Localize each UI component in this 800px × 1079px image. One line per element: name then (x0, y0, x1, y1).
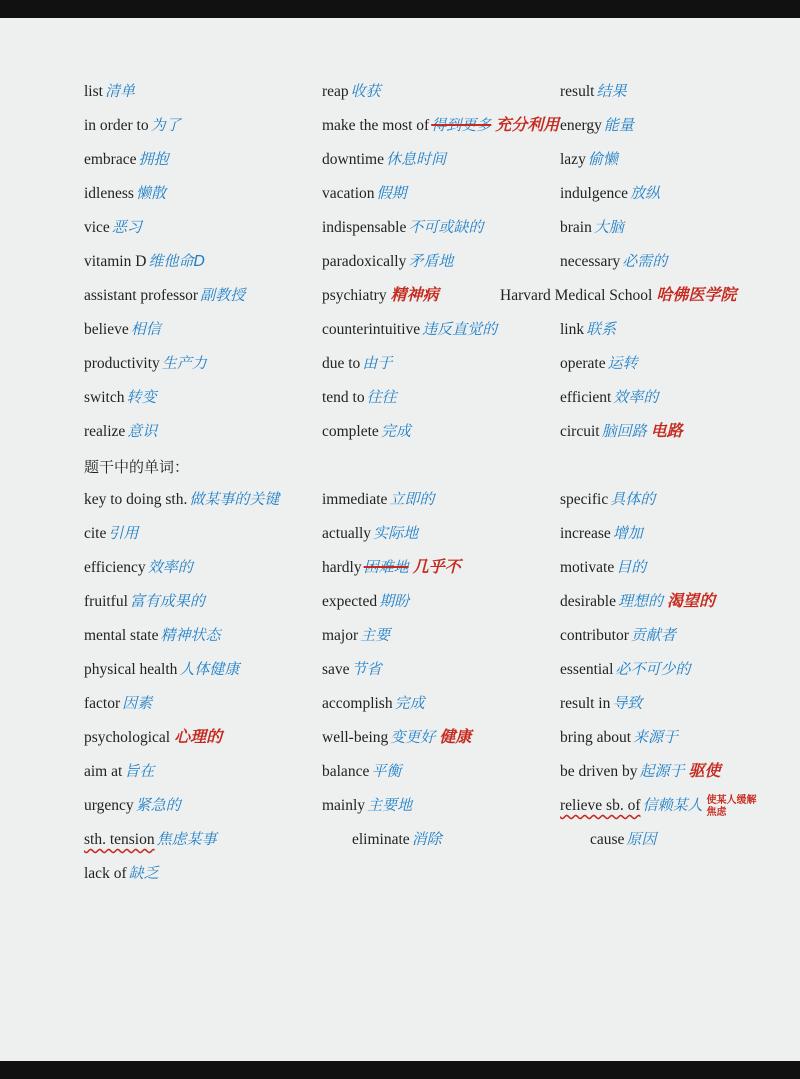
vocab-entry (322, 251, 453, 272)
chinese-translation: 不可或缺的 (408, 218, 484, 236)
vocab-entry (322, 693, 425, 714)
chinese-translation: 运转 (607, 354, 638, 372)
vocab-entry (84, 863, 159, 884)
vocab-entry (84, 727, 222, 748)
vocab-entry (560, 659, 690, 680)
vocab-entry (560, 591, 715, 612)
english-term: balance (322, 763, 370, 780)
vocab-entry (560, 489, 655, 510)
vocab-entry (84, 659, 239, 680)
english-term: paradoxically (322, 253, 407, 270)
vocab-entry (84, 761, 154, 782)
chinese-translation: 具体的 (610, 490, 656, 508)
english-term: necessary (560, 253, 621, 270)
chinese-translation: 信赖某人 (642, 796, 703, 814)
english-term: assistant professor (84, 287, 199, 304)
chinese-translation: 来源于 (633, 728, 679, 746)
red-correction: 驱使 (688, 761, 721, 780)
chinese-translation: 焦虑某事 (156, 830, 217, 848)
english-term: mental state (84, 627, 159, 644)
vocab-entry (322, 659, 382, 680)
vocab-entry (560, 795, 769, 819)
english-term: embrace (84, 151, 137, 168)
vocab-entry (84, 183, 166, 204)
red-correction: 健康 (439, 727, 472, 746)
chinese-translation: 脑回路 (601, 422, 647, 440)
english-term: bring about (560, 729, 632, 746)
vocab-entry (84, 421, 157, 442)
chinese-translation: 维他命D (148, 252, 205, 270)
english-term: lazy (560, 151, 586, 168)
chinese-translation: 变更好 (390, 728, 436, 746)
english-term: list (84, 83, 103, 100)
vocab-entry (84, 285, 245, 306)
vocab-entry (84, 251, 205, 272)
vocab-entry (322, 795, 412, 816)
chinese-translation: 旨在 (124, 762, 155, 780)
english-term: indispensable (322, 219, 407, 236)
vocab-entry (322, 523, 418, 544)
english-term: due to (322, 355, 361, 372)
chinese-translation: 联系 (586, 320, 617, 338)
chinese-translation: 效率的 (613, 388, 659, 406)
vocab-entry (84, 829, 217, 850)
english-term: switch (84, 389, 125, 406)
chinese-translation: 由于 (362, 354, 393, 372)
english-term: fruitful (84, 593, 128, 610)
vocab-entry (322, 183, 407, 204)
vocab-entry (560, 727, 678, 748)
chinese-translation: 往往 (366, 388, 397, 406)
vocab-entry (84, 523, 138, 544)
section-heading: 题干中的单词： (84, 458, 190, 476)
chinese-translation: 富有成果的 (129, 592, 205, 610)
chinese-translation: 实际地 (373, 524, 419, 542)
english-term: expected (322, 593, 378, 610)
red-correction: 充分利用 (495, 115, 560, 134)
english-term: aim at (84, 763, 123, 780)
english-term: counterintuitive (322, 321, 421, 338)
english-term: major (322, 627, 359, 644)
red-note: 使某人缓解 焦虑 (706, 795, 757, 818)
english-term: energy (560, 117, 602, 134)
chinese-translation: 原因 (626, 830, 657, 848)
english-term: well-being (322, 729, 389, 746)
vocab-entry (322, 353, 392, 374)
chinese-translation: 意识 (127, 422, 158, 440)
vocab-entry (322, 81, 381, 102)
english-term: vitamin D (84, 253, 147, 270)
chinese-translation: 矛盾地 (408, 252, 454, 270)
vocab-entry (560, 557, 646, 578)
chinese-translation: 完成 (394, 694, 425, 712)
vocab-entry (84, 795, 181, 816)
chinese-translation: 能量 (603, 116, 634, 134)
english-term: believe (84, 321, 129, 338)
chinese-translation: 为了 (150, 116, 181, 134)
chinese-translation: 违反直觉的 (422, 320, 498, 338)
vocab-entry (590, 829, 656, 850)
english-term: sth. tension (84, 831, 155, 848)
english-term: reap (322, 83, 349, 100)
chinese-translation: 效率的 (147, 558, 193, 576)
vocab-entry (84, 387, 156, 408)
chinese-translation: 理想的 (617, 592, 663, 610)
vocab-entry (560, 421, 683, 442)
vocab-entry (322, 149, 446, 170)
chinese-translation: 结果 (596, 82, 627, 100)
english-term: key to doing sth. (84, 491, 188, 508)
english-term: psychological (84, 729, 171, 746)
chinese-translation: 缺乏 (128, 864, 159, 882)
vocab-entry (322, 217, 483, 238)
vocab-entry (84, 81, 135, 102)
vocab-entry (560, 217, 624, 238)
chinese-translation: 恶习 (111, 218, 142, 236)
vocab-entry (560, 251, 667, 272)
english-term: mainly (322, 797, 366, 814)
chinese-translation: 紧急的 (135, 796, 181, 814)
english-term: be driven by (560, 763, 638, 780)
english-term: motivate (560, 559, 615, 576)
english-term: desirable (560, 593, 616, 610)
chinese-translation: 主要地 (367, 796, 413, 814)
english-term: operate (560, 355, 606, 372)
english-term: productivity (84, 355, 160, 372)
vocab-entry (84, 149, 169, 170)
english-term: circuit (560, 423, 600, 440)
chinese-translation: 清单 (104, 82, 135, 100)
vocab-entry (560, 149, 618, 170)
vocab-entry (322, 591, 409, 612)
vocab-entry (560, 693, 642, 714)
english-term: hardly (322, 559, 362, 576)
vocab-entry (560, 387, 658, 408)
chinese-translation: 拥抱 (138, 150, 169, 168)
english-term: cite (84, 525, 107, 542)
vocab-entry (84, 625, 220, 646)
english-term: brain (560, 219, 592, 236)
english-term: physical health (84, 661, 178, 678)
vocab-entry (560, 319, 616, 340)
vocab-entry (560, 353, 638, 374)
vocab-entry (84, 557, 193, 578)
vocab-entry (322, 421, 411, 442)
english-term: realize (84, 423, 126, 440)
english-term: in order to (84, 117, 149, 134)
english-term: result (560, 83, 595, 100)
chinese-translation: 副教授 (200, 286, 246, 304)
red-correction: 精神病 (390, 285, 439, 304)
english-term: factor (84, 695, 121, 712)
english-term: eliminate (352, 831, 410, 848)
chinese-translation: 生产力 (161, 354, 207, 372)
chinese-translation: 假期 (376, 184, 407, 202)
chinese-translation: 平衡 (371, 762, 402, 780)
english-term: vacation (322, 185, 375, 202)
vocab-entry (84, 353, 207, 374)
chinese-translation: 必不可少的 (615, 660, 691, 678)
red-correction: 哈佛医学院 (656, 285, 737, 304)
vocab-entry (322, 557, 461, 578)
english-term: vice (84, 219, 110, 236)
vocab-entry (84, 489, 279, 510)
vocab-entry (322, 625, 390, 646)
chinese-translation: 必需的 (622, 252, 668, 270)
vocab-entry (84, 591, 205, 612)
vocab-entry (322, 489, 434, 510)
vocab-entry (352, 829, 442, 850)
english-term: essential (560, 661, 614, 678)
english-term: complete (322, 423, 379, 440)
chinese-translation: 起源于 (639, 762, 685, 780)
vocab-entry (322, 319, 497, 340)
english-term: relieve sb. of (560, 797, 641, 814)
english-term: result in (560, 695, 611, 712)
vocab-entry (560, 523, 643, 544)
vocab-entry (500, 285, 736, 306)
english-term: link (560, 321, 585, 338)
english-term: indulgence (560, 185, 629, 202)
top-black-bar (0, 0, 800, 18)
bottom-black-bar (0, 1061, 800, 1079)
struck-translation: 得到更多 (431, 116, 492, 134)
english-term: accomplish (322, 695, 393, 712)
vocab-entry (560, 183, 660, 204)
english-term: make the most of (322, 117, 430, 134)
english-term: tend to (322, 389, 365, 406)
english-term: downtime (322, 151, 384, 168)
red-correction: 电路 (650, 421, 683, 440)
chinese-translation: 导致 (612, 694, 643, 712)
vocab-entry (322, 285, 439, 306)
english-term: actually (322, 525, 372, 542)
chinese-translation: 消除 (411, 830, 442, 848)
vocab-entry (560, 81, 626, 102)
chinese-translation: 放纵 (630, 184, 661, 202)
english-term: idleness (84, 185, 134, 202)
chinese-translation: 立即的 (389, 490, 435, 508)
english-term: psychiatry (322, 287, 387, 304)
vocab-entry (322, 115, 559, 136)
english-term: efficiency (84, 559, 146, 576)
english-term: save (322, 661, 350, 678)
english-term: lack of (84, 865, 127, 882)
vocab-entry (322, 727, 471, 748)
red-correction: 心理的 (174, 727, 223, 746)
chinese-translation: 主要 (360, 626, 391, 644)
vocab-entry (84, 319, 161, 340)
vocab-entry (560, 625, 676, 646)
chinese-translation: 懒散 (135, 184, 166, 202)
chinese-translation: 休息时间 (386, 150, 447, 168)
chinese-translation: 相信 (130, 320, 161, 338)
english-term: increase (560, 525, 611, 542)
red-correction: 几乎不 (412, 557, 461, 576)
chinese-translation: 节省 (351, 660, 382, 678)
chinese-translation: 引用 (108, 524, 139, 542)
vocab-entry (84, 217, 142, 238)
vocab-entry (560, 115, 634, 136)
chinese-translation: 偷懒 (587, 150, 618, 168)
chinese-translation: 大脑 (593, 218, 624, 236)
vocab-entry (84, 693, 152, 714)
english-term: cause (590, 831, 625, 848)
english-term: specific (560, 491, 609, 508)
chinese-translation: 转变 (126, 388, 157, 406)
struck-translation: 困难地 (363, 558, 409, 576)
english-term: immediate (322, 491, 388, 508)
english-term: efficient (560, 389, 612, 406)
chinese-translation: 人体健康 (179, 660, 240, 678)
chinese-translation: 增加 (612, 524, 643, 542)
chinese-translation: 期盼 (379, 592, 410, 610)
chinese-translation: 完成 (380, 422, 411, 440)
vocab-entry (560, 761, 721, 782)
chinese-translation: 因素 (122, 694, 153, 712)
chinese-translation: 目的 (616, 558, 647, 576)
chinese-translation: 做某事的关键 (189, 490, 280, 508)
vocab-entry (322, 387, 397, 408)
english-term: urgency (84, 797, 134, 814)
chinese-translation: 收获 (350, 82, 381, 100)
vocab-entry (322, 761, 401, 782)
english-term: contributor (560, 627, 629, 644)
chinese-translation: 贡献者 (630, 626, 676, 644)
vocab-entry (84, 115, 181, 136)
red-correction: 渴望的 (666, 591, 715, 610)
chinese-translation: 精神状态 (160, 626, 221, 644)
english-term: Harvard Medical School (500, 287, 653, 304)
